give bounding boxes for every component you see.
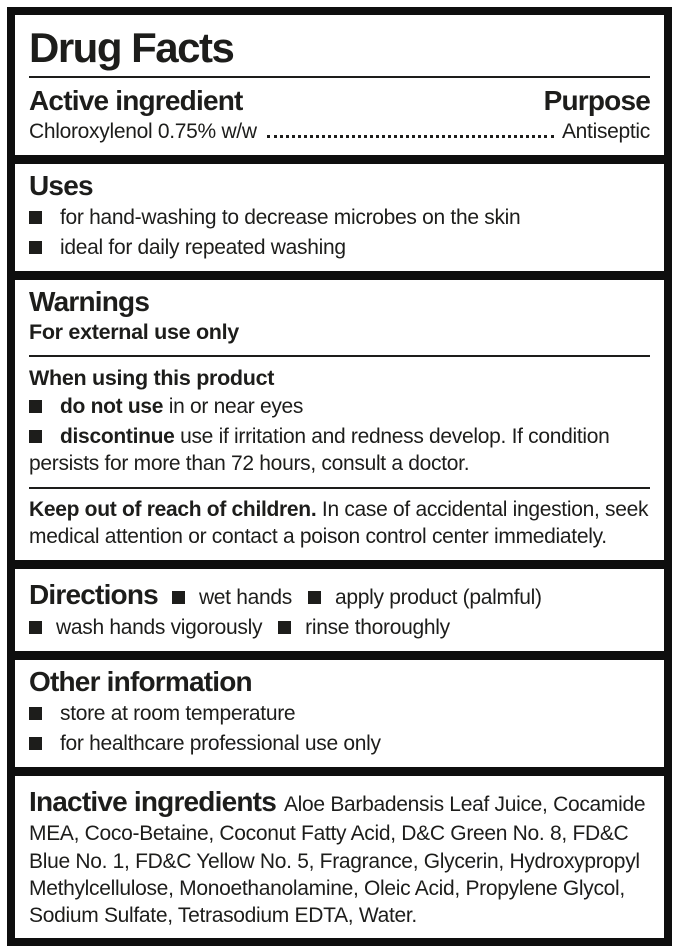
directions-item-text: wash hands vigorously (56, 615, 263, 639)
title-rule (29, 76, 650, 78)
warnings-item-bold: discontinue (60, 425, 175, 449)
bullet-square-icon (29, 400, 42, 413)
inactive-ingredients-heading: Inactive ingredients (29, 785, 276, 817)
warnings-item-rest: in or near eyes (163, 395, 304, 419)
warnings-item (29, 394, 650, 421)
other-information-item (29, 701, 650, 728)
section-header (15, 15, 664, 155)
uses-item-text: for hand-washing to decrease microbes on the skin (60, 206, 521, 230)
purpose-heading: Purpose (543, 85, 650, 117)
bullet-square-icon (172, 591, 185, 604)
directions-item (166, 585, 292, 612)
inactive-ingredients-paragraph (29, 784, 650, 930)
other-information-heading: Other information (29, 665, 252, 697)
bullet-square-icon (29, 737, 42, 750)
drug-facts-label (7, 7, 672, 946)
bullet-square-icon (278, 621, 291, 634)
active-ingredient-name: Chloroxylenol 0.75% w/w (29, 119, 257, 143)
section-warnings (15, 280, 664, 560)
drug-facts-title: Drug Facts (29, 24, 234, 71)
dotted-leader (267, 135, 554, 138)
warnings-heading: Warnings (29, 286, 150, 318)
bullet-square-icon (29, 707, 42, 720)
when-using-subheading: When using this product (29, 365, 275, 390)
inactive-ingredients-text: Aloe Barbadensis Leaf Juice, Cocamide MEA, Coco-Betaine, Coconut Fatty Acid, D&C Green No. 8, FD&C Blue No. 1, FD&C Yellow No. 5, Fragrance, Glycerin, Hydroxypropyl Methylcellulose, Monoethanolamine, Oleic Acid, Propylene Glycol, Sodium Sulfate, Tetrasodium EDTA, Water. (29, 792, 646, 928)
section-uses (15, 164, 664, 271)
warnings-item (29, 424, 650, 478)
uses-item-text: ideal for daily repeated washing (60, 236, 346, 260)
directions-content (29, 577, 650, 642)
uses-item (29, 235, 650, 262)
directions-item-text: rinse thoroughly (305, 615, 450, 639)
warnings-rule (29, 355, 650, 357)
directions-heading: Directions (29, 578, 158, 610)
other-information-item-text: store at room temperature (60, 702, 296, 726)
directions-item (272, 615, 450, 642)
section-directions (15, 569, 664, 651)
keep-out-bold: Keep out of reach of children. (29, 498, 317, 522)
bullet-square-icon (29, 241, 42, 254)
directions-item (29, 615, 262, 642)
other-information-item-text: for healthcare professional use only (60, 732, 381, 755)
warnings-item-rest: use if irritation and redness develop. If condition persists for more than 72 hours, consult a doctor. (29, 425, 610, 476)
uses-heading: Uses (29, 169, 93, 201)
warnings-item-bold: do not use (60, 395, 164, 419)
active-ingredient-row (29, 119, 650, 146)
other-information-item (29, 731, 650, 758)
keep-out-paragraph (29, 497, 650, 551)
keep-out-rest: In case of accidental ingestion, seek medical attention or contact a poison control center immediately. (29, 498, 649, 548)
uses-item (29, 205, 650, 232)
section-other-information (15, 660, 664, 767)
directions-item (302, 585, 542, 612)
bullet-square-icon (29, 621, 42, 634)
bullet-square-icon (29, 211, 42, 224)
bullet-square-icon (308, 591, 321, 604)
external-use-subheading: For external use only (29, 319, 239, 344)
active-ingredient-purpose: Antiseptic (561, 119, 650, 143)
directions-item-text: wet hands (198, 585, 292, 609)
keep-out-rule (29, 487, 650, 489)
active-ingredient-header-row (29, 84, 650, 118)
directions-item-text: apply product (palmful) (334, 585, 542, 609)
section-inactive-ingredients (15, 776, 664, 939)
active-ingredient-heading: Active ingredient (29, 85, 243, 117)
bullet-square-icon (29, 430, 42, 443)
